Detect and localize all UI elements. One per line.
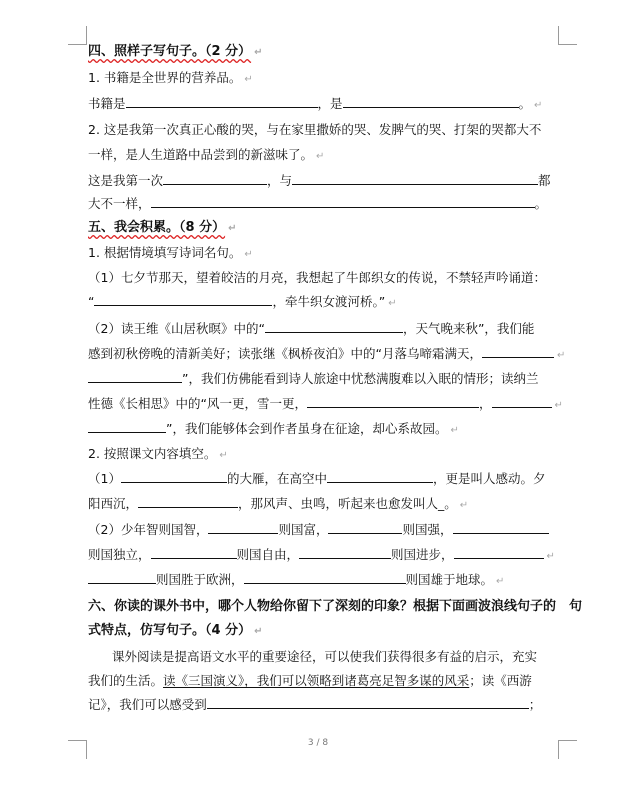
section4-q1-answer: 书籍是 ，是 。 ↵: [88, 96, 543, 111]
section4-title: 四、照样子写句子。（2 分） ↵: [88, 44, 263, 59]
answer-blank[interactable]: [328, 521, 402, 534]
section6-title-line2: 式特点，仿写句子。（4 分） ↵: [88, 623, 263, 638]
answer-blank[interactable]: [88, 571, 156, 584]
crop-mark-top-left: [68, 26, 87, 45]
section4-q2-line1: 2. 这是我第一次真正心酸的哭，与在家里撒娇的哭、发脾气的哭、打架的哭都大不: [88, 122, 542, 137]
answer-blank[interactable]: [299, 546, 391, 559]
answer-blank[interactable]: [492, 395, 552, 408]
answer-blank[interactable]: [88, 370, 182, 383]
section6-para-line2: 我们的生活。读《三国演义》，我们可以领略到诸葛亮足智多谋的风采；读《西游: [88, 673, 532, 688]
section6-para-line1: 课外阅读是提高语文水平的重要途径，可以使我们获得很多有益的启示，充实: [112, 649, 538, 664]
answer-blank[interactable]: [292, 172, 538, 185]
section5-p2-line1: （2）读王维《山居秋暝》中的“ ，天气晚来秋”，我们能: [88, 321, 535, 336]
answer-blank[interactable]: [343, 95, 519, 108]
answer-blank[interactable]: [327, 470, 433, 483]
section5-p3-line1: （1） 的大雁，在高空中 ，更是叫人感动。夕: [88, 471, 546, 486]
answer-blank[interactable]: [121, 470, 227, 483]
section5-sub2: 2. 按照课文内容填空。 ↵: [88, 446, 228, 461]
section5-p1-line2: “ ，牵牛织女渡河桥。” ↵: [88, 294, 397, 309]
answer-blank[interactable]: [151, 546, 237, 559]
wavy-example-sentence: 读《三国演义》，我们可以领略到诸葛亮足智多谋的风采: [163, 673, 470, 688]
section6-title-line1: 六、你读的课外书中，哪个人物给你留下了深刻的印象？根据下面画波浪线句子的 句: [88, 599, 583, 614]
section5-p4-line3: 则国胜于欧洲， 则国雄于地球。 ↵: [88, 571, 558, 590]
section5-p2-line5: ”，我们能够体会到作者虽身在征途，却心系故园。 ↵: [88, 420, 558, 439]
section6-para-line3: 记》，我们可以感受到 ；: [88, 697, 542, 712]
answer-blank[interactable]: [163, 172, 267, 185]
section4-q2-answer: 这是我第一次 ，与 都: [88, 173, 551, 188]
answer-blank[interactable]: [265, 320, 403, 333]
section4-title-text: 四、照样子写句子。（2 分）: [88, 44, 252, 59]
answer-blank[interactable]: [482, 345, 554, 358]
answer-blank[interactable]: [307, 395, 479, 408]
answer-blank[interactable]: [208, 521, 278, 534]
section4-q1: 1. 书籍是全世界的营养品。 ↵: [88, 70, 253, 85]
section5-p2-line2: 感到初秋傍晚的清新美好；读张继《枫桥夜泊》中的“月落乌啼霜满天， ↵: [88, 346, 566, 361]
section5-p3-line2: 阳西沉， ，那风声、虫鸣，听起来也愈发叫人_。 ↵: [88, 496, 469, 511]
answer-blank[interactable]: [453, 521, 549, 534]
section5-p1-line1: （1）七夕节那天，望着皎洁的月亮，我想起了牛郎织女的传说，不禁轻声吟诵道：: [88, 270, 546, 285]
crop-mark-top-right: [558, 26, 577, 45]
section4-q2-answer-cont: 大不一样， 。: [88, 196, 548, 211]
section5-p2-line3: ”，我们仿佛能看到诗人旅途中忧愁满腹难以入眠的情形；读纳兰: [88, 370, 558, 387]
section5-p2-line4: 性德《长相思》中的“风一更，雪一更， ， ↵: [88, 396, 563, 411]
section5-p4-line2: 则国独立， 则国自由， 则国进步， ↵: [88, 547, 555, 562]
section5-p4-line1: （2）少年智则国智， 则国富， 则国强，: [88, 521, 558, 538]
answer-blank[interactable]: [207, 696, 529, 709]
answer-blank[interactable]: [151, 195, 535, 208]
answer-blank[interactable]: [94, 293, 272, 306]
section5-sub1: 1. 根据情境填写诗词名句。 ↵: [88, 245, 253, 260]
answer-blank[interactable]: [244, 571, 406, 584]
page-number: 3 / 8: [307, 738, 329, 748]
section4-q2-line2: 一样，是人生道路中品尝到的新滋味了。 ↵: [88, 147, 325, 162]
answer-blank[interactable]: [126, 95, 318, 108]
answer-blank[interactable]: [454, 546, 544, 559]
section5-title: 五、我会积累。（8 分） ↵: [88, 220, 237, 235]
answer-blank[interactable]: [88, 420, 166, 433]
answer-blank[interactable]: [138, 495, 238, 508]
